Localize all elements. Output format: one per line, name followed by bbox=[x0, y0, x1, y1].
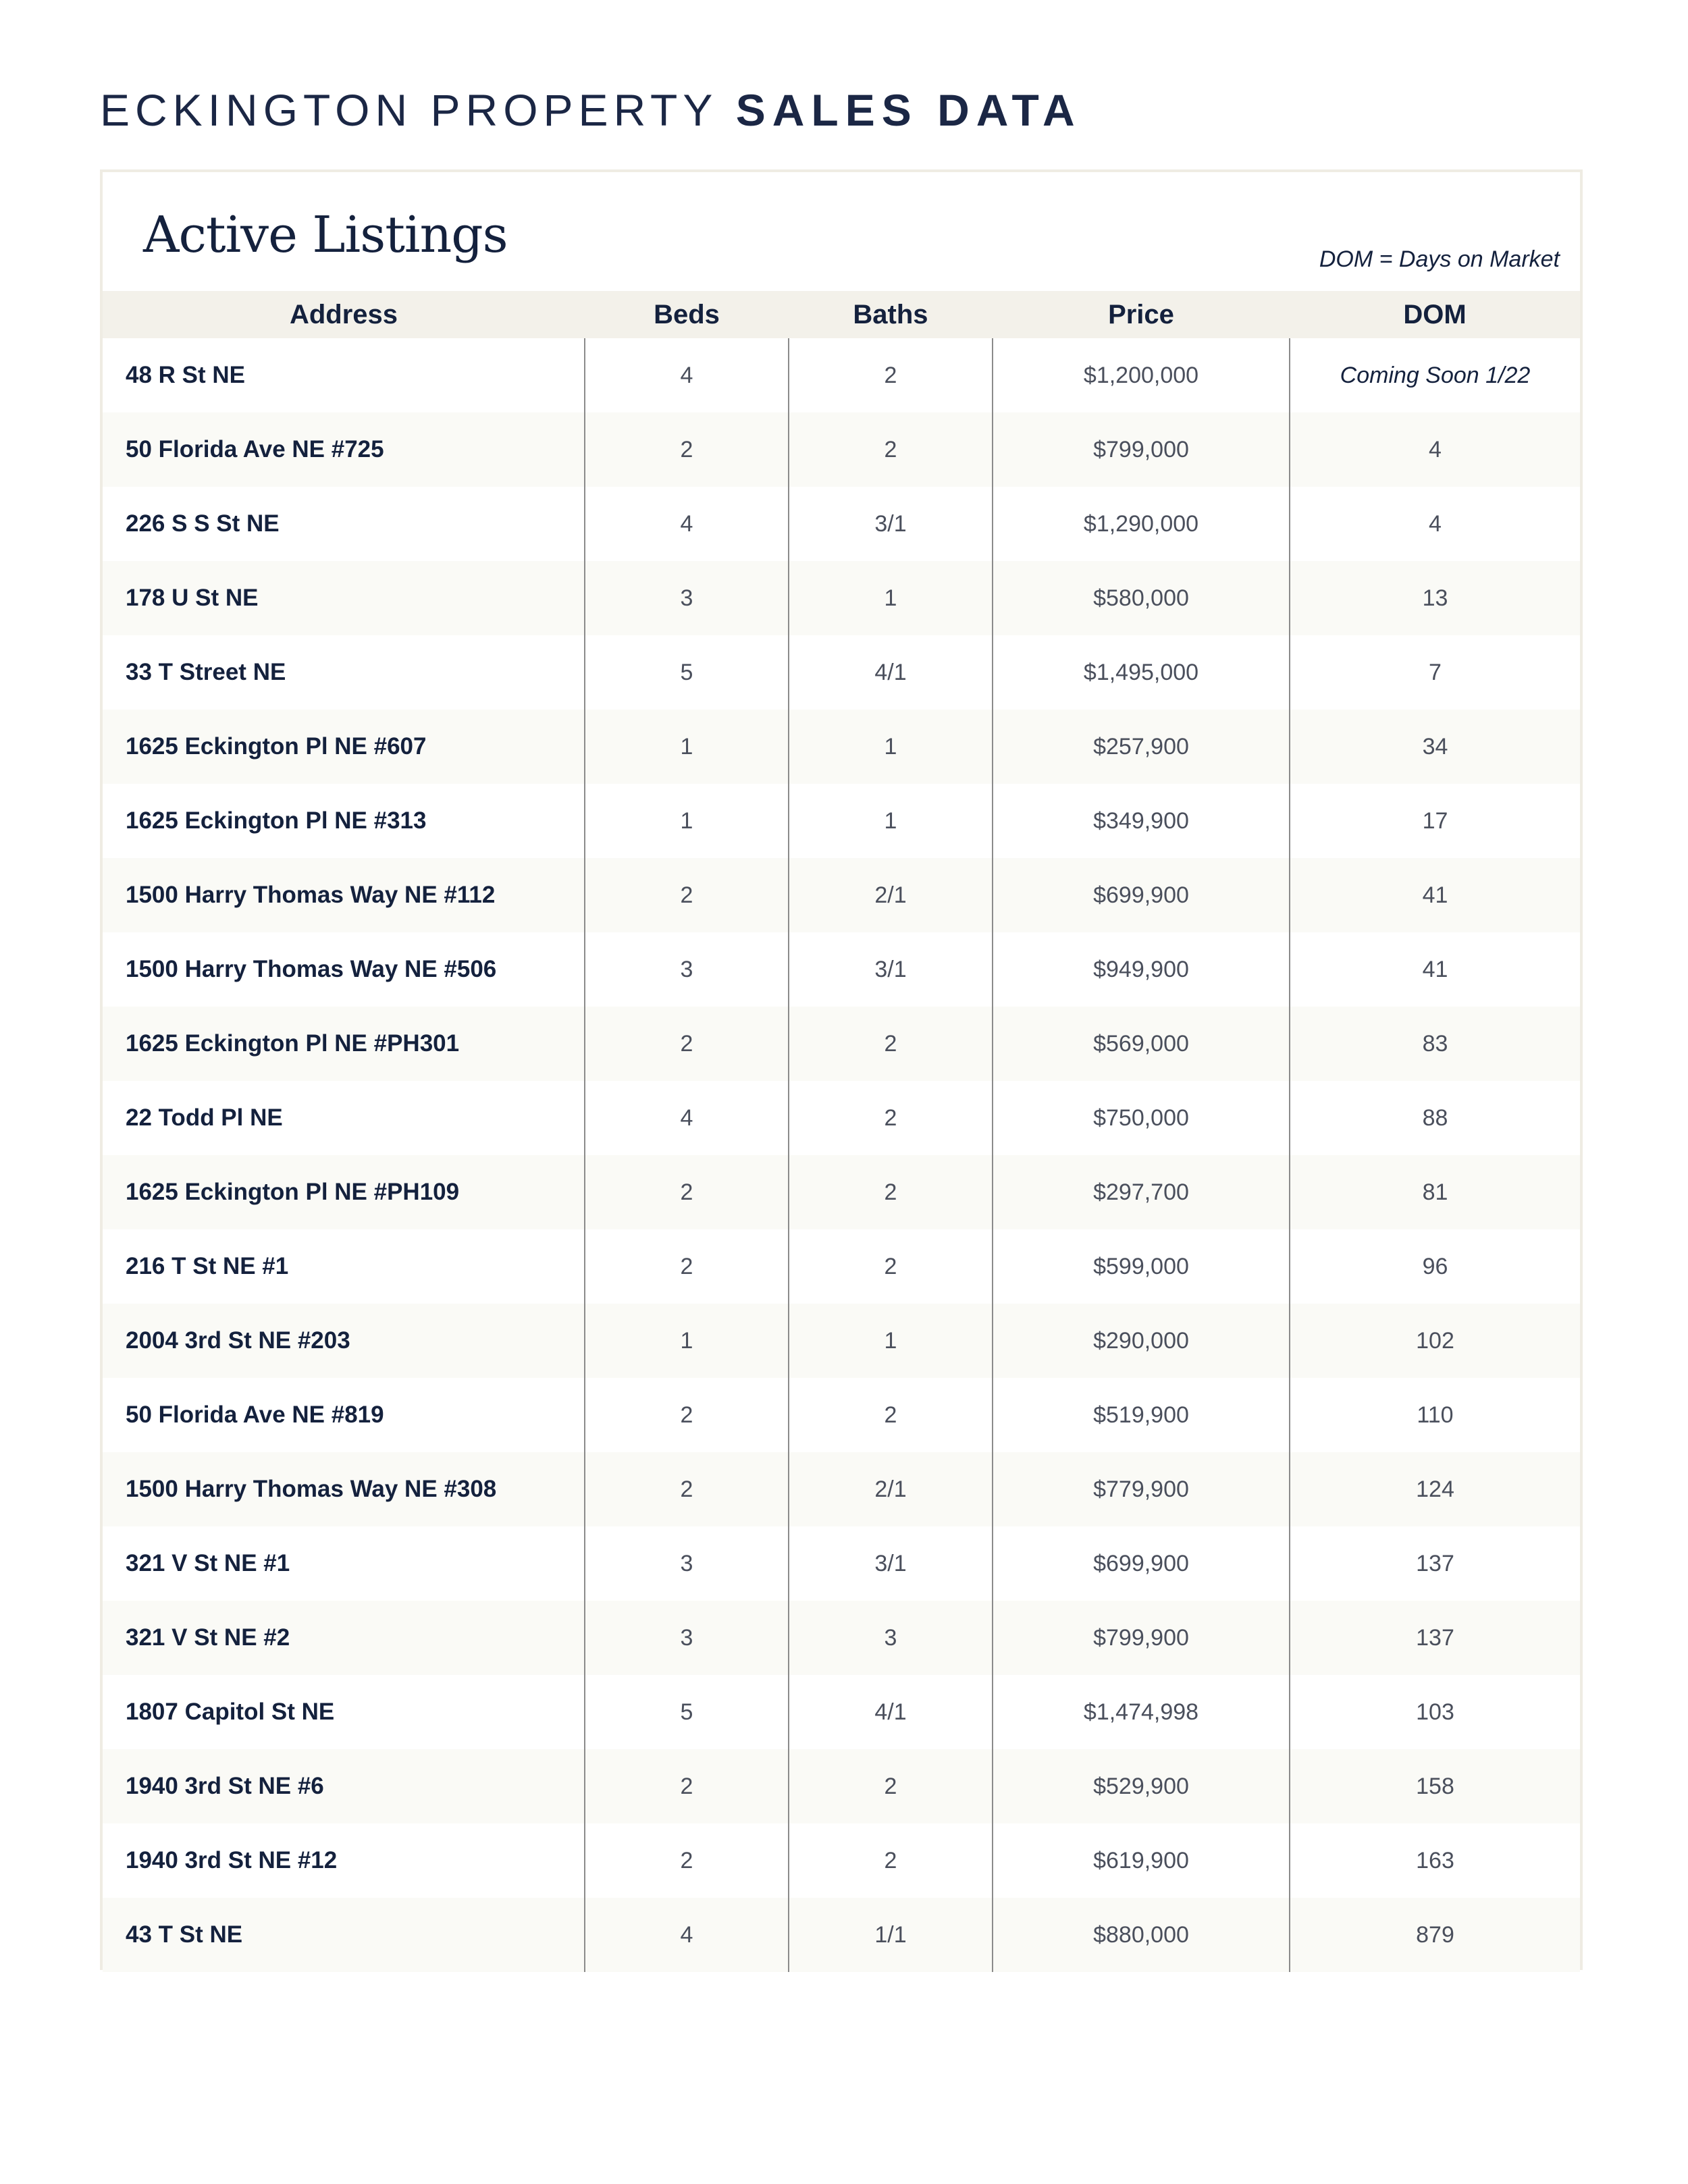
cell-baths: 2/1 bbox=[789, 1452, 993, 1526]
cell-dom: 13 bbox=[1290, 561, 1580, 635]
cell-beds: 5 bbox=[585, 635, 789, 710]
cell-dom: Coming Soon 1/22 bbox=[1290, 338, 1580, 412]
cell-dom: 7 bbox=[1290, 635, 1580, 710]
cell-beds: 4 bbox=[585, 338, 789, 412]
table-row bbox=[103, 635, 1580, 710]
cell-address: 48 R St NE bbox=[126, 362, 245, 388]
table-row bbox=[103, 1452, 1580, 1526]
cell-baths: 3 bbox=[789, 1601, 993, 1675]
cell-beds: 2 bbox=[585, 858, 789, 932]
cell-price: $1,290,000 bbox=[993, 487, 1290, 561]
cell-beds: 2 bbox=[585, 412, 789, 487]
page-title-light: ECKINGTON PROPERTY bbox=[100, 85, 718, 135]
cell-beds: 4 bbox=[585, 1081, 789, 1155]
cell-price: $569,000 bbox=[993, 1007, 1290, 1081]
column-header-dom: DOM bbox=[1290, 291, 1580, 338]
cell-price: $619,900 bbox=[993, 1823, 1290, 1898]
cell-price: $779,900 bbox=[993, 1452, 1290, 1526]
cell-baths: 2 bbox=[789, 412, 993, 487]
cell-address: 216 T St NE #1 bbox=[126, 1253, 289, 1279]
cell-beds: 4 bbox=[585, 1898, 789, 1972]
table-row bbox=[103, 858, 1580, 932]
table-row bbox=[103, 1155, 1580, 1229]
table-row bbox=[103, 1823, 1580, 1898]
cell-baths: 1/1 bbox=[789, 1898, 993, 1972]
cell-baths: 2 bbox=[789, 1081, 993, 1155]
active-listings-card bbox=[100, 169, 1583, 1970]
cell-dom: 137 bbox=[1290, 1601, 1580, 1675]
cell-address: 1940 3rd St NE #12 bbox=[126, 1847, 338, 1873]
cell-address: 1500 Harry Thomas Way NE #308 bbox=[103, 1452, 585, 1526]
cell-baths: 3/1 bbox=[789, 1526, 993, 1601]
dom-legend-note: DOM = Days on Market bbox=[1319, 246, 1560, 272]
cell-baths: 2 bbox=[789, 1229, 993, 1304]
cell-address: 1625 Eckington Pl NE #PH301 bbox=[103, 1007, 585, 1081]
cell-beds: 3 bbox=[585, 1526, 789, 1601]
cell-price: $257,900 bbox=[993, 710, 1290, 784]
cell-address: 321 V St NE #2 bbox=[103, 1601, 585, 1675]
cell-beds: 2 bbox=[585, 1452, 789, 1526]
listings-table bbox=[103, 291, 1580, 1972]
cell-address: 22 Todd Pl NE bbox=[126, 1104, 283, 1131]
table-row bbox=[103, 710, 1580, 784]
cell-address: 1500 Harry Thomas Way NE #112 bbox=[103, 858, 585, 932]
cell-beds: 2 bbox=[585, 1823, 789, 1898]
cell-dom: 34 bbox=[1290, 710, 1580, 784]
table-body bbox=[103, 338, 1580, 1972]
column-header-price: Price bbox=[993, 291, 1290, 338]
cell-price: $1,474,998 bbox=[993, 1675, 1290, 1749]
cell-beds: 4 bbox=[585, 487, 789, 561]
cell-price: $880,000 bbox=[993, 1898, 1290, 1972]
section-title: Active Listings bbox=[143, 206, 508, 264]
cell-address: 1625 Eckington Pl NE #313 bbox=[126, 807, 427, 834]
cell-baths: 2 bbox=[789, 1823, 993, 1898]
table-header-row bbox=[103, 291, 1580, 338]
table-row bbox=[103, 1898, 1580, 1972]
column-header-address: Address bbox=[103, 291, 585, 338]
cell-baths: 4/1 bbox=[789, 635, 993, 710]
cell-dom: 4 bbox=[1290, 412, 1580, 487]
cell-baths: 4/1 bbox=[789, 1675, 993, 1749]
cell-price: $750,000 bbox=[993, 1081, 1290, 1155]
cell-dom: 4 bbox=[1290, 487, 1580, 561]
table-row bbox=[103, 412, 1580, 487]
cell-address: 43 T St NE bbox=[103, 1898, 585, 1972]
cell-beds: 2 bbox=[585, 1229, 789, 1304]
cell-baths: 1 bbox=[789, 561, 993, 635]
page-title bbox=[100, 85, 1082, 135]
cell-beds: 1 bbox=[585, 1304, 789, 1378]
table-row bbox=[103, 1526, 1580, 1601]
cell-price: $580,000 bbox=[993, 561, 1290, 635]
cell-address: 33 T Street NE bbox=[126, 659, 286, 685]
cell-address: 50 Florida Ave NE #819 bbox=[126, 1402, 384, 1428]
cell-baths: 2 bbox=[789, 1749, 993, 1823]
page-title-bold: SALES DATA bbox=[735, 85, 1082, 135]
cell-price: $519,900 bbox=[993, 1378, 1290, 1452]
cell-beds: 3 bbox=[585, 1601, 789, 1675]
table-row bbox=[103, 1081, 1580, 1155]
table-row bbox=[103, 784, 1580, 858]
cell-beds: 2 bbox=[585, 1155, 789, 1229]
cell-dom: 83 bbox=[1290, 1007, 1580, 1081]
cell-beds: 2 bbox=[585, 1749, 789, 1823]
cell-beds: 3 bbox=[585, 932, 789, 1007]
column-header-baths: Baths bbox=[789, 291, 993, 338]
cell-address: 178 U St NE bbox=[103, 561, 585, 635]
cell-address: 1625 Eckington Pl NE #PH109 bbox=[103, 1155, 585, 1229]
column-header-beds: Beds bbox=[585, 291, 789, 338]
cell-baths: 3/1 bbox=[789, 487, 993, 561]
table-row bbox=[103, 1229, 1580, 1304]
cell-beds: 3 bbox=[585, 561, 789, 635]
cell-baths: 2 bbox=[789, 1155, 993, 1229]
cell-price: $290,000 bbox=[993, 1304, 1290, 1378]
cell-baths: 3/1 bbox=[789, 932, 993, 1007]
cell-beds: 5 bbox=[585, 1675, 789, 1749]
cell-price: $799,900 bbox=[993, 1601, 1290, 1675]
cell-dom: 41 bbox=[1290, 858, 1580, 932]
cell-price: $699,900 bbox=[993, 858, 1290, 932]
table-row bbox=[103, 338, 1580, 412]
cell-dom: 17 bbox=[1290, 784, 1580, 858]
cell-dom: 124 bbox=[1290, 1452, 1580, 1526]
table-row bbox=[103, 932, 1580, 1007]
cell-price: $699,900 bbox=[993, 1526, 1290, 1601]
cell-beds: 1 bbox=[585, 784, 789, 858]
cell-baths: 2 bbox=[789, 1378, 993, 1452]
cell-dom: 163 bbox=[1290, 1823, 1580, 1898]
cell-price: $297,700 bbox=[993, 1155, 1290, 1229]
table-row bbox=[103, 1304, 1580, 1378]
cell-dom: 103 bbox=[1290, 1675, 1580, 1749]
cell-price: $1,200,000 bbox=[993, 338, 1290, 412]
cell-price: $529,900 bbox=[993, 1749, 1290, 1823]
cell-address: 2004 3rd St NE #203 bbox=[103, 1304, 585, 1378]
cell-baths: 1 bbox=[789, 784, 993, 858]
cell-dom: 879 bbox=[1290, 1898, 1580, 1972]
cell-beds: 2 bbox=[585, 1378, 789, 1452]
cell-price: $349,900 bbox=[993, 784, 1290, 858]
cell-address: 226 S S St NE bbox=[126, 510, 280, 537]
cell-address: 321 V St NE #1 bbox=[126, 1550, 290, 1576]
cell-price: $799,000 bbox=[993, 412, 1290, 487]
table-row bbox=[103, 1675, 1580, 1749]
cell-baths: 2 bbox=[789, 338, 993, 412]
cell-dom: 158 bbox=[1290, 1749, 1580, 1823]
cell-address: 1625 Eckington Pl NE #607 bbox=[103, 710, 585, 784]
table-row bbox=[103, 1749, 1580, 1823]
cell-baths: 1 bbox=[789, 1304, 993, 1378]
cell-dom: 88 bbox=[1290, 1081, 1580, 1155]
cell-dom: 110 bbox=[1290, 1378, 1580, 1452]
table-row bbox=[103, 1007, 1580, 1081]
cell-baths: 1 bbox=[789, 710, 993, 784]
cell-price: $949,900 bbox=[993, 932, 1290, 1007]
cell-beds: 2 bbox=[585, 1007, 789, 1081]
cell-baths: 2 bbox=[789, 1007, 993, 1081]
cell-price: $599,000 bbox=[993, 1229, 1290, 1304]
cell-address: 50 Florida Ave NE #725 bbox=[103, 412, 585, 487]
cell-address: 1807 Capitol St NE bbox=[126, 1699, 335, 1725]
table-row bbox=[103, 561, 1580, 635]
cell-dom: 137 bbox=[1290, 1526, 1580, 1601]
cell-dom: 41 bbox=[1290, 932, 1580, 1007]
table-row bbox=[103, 487, 1580, 561]
cell-dom: 96 bbox=[1290, 1229, 1580, 1304]
table-row bbox=[103, 1601, 1580, 1675]
cell-price: $1,495,000 bbox=[993, 635, 1290, 710]
table-row bbox=[103, 1378, 1580, 1452]
cell-dom: 81 bbox=[1290, 1155, 1580, 1229]
cell-dom: 102 bbox=[1290, 1304, 1580, 1378]
cell-address: 1940 3rd St NE #6 bbox=[103, 1749, 585, 1823]
cell-address: 1500 Harry Thomas Way NE #506 bbox=[126, 956, 497, 982]
cell-beds: 1 bbox=[585, 710, 789, 784]
cell-baths: 2/1 bbox=[789, 858, 993, 932]
